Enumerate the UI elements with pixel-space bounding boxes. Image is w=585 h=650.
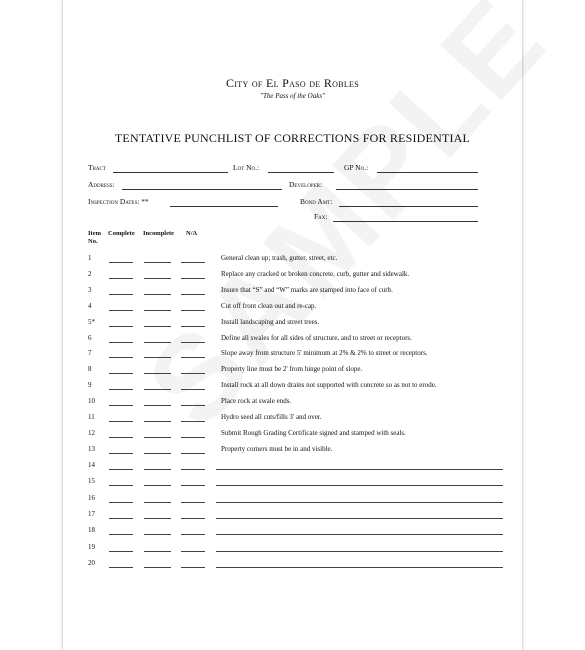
item-description: Install landscaping and street trees. bbox=[221, 318, 320, 326]
complete-blank[interactable] bbox=[109, 342, 133, 343]
incomplete-blank[interactable] bbox=[144, 405, 171, 406]
complete-blank[interactable] bbox=[109, 421, 133, 422]
item-number: 19 bbox=[88, 543, 95, 551]
item-description: Insure that “S” and “W” marks are stamped into face of curb. bbox=[221, 286, 393, 294]
na-blank[interactable] bbox=[181, 551, 205, 552]
item-description: Submit Rough Grading Certificate signed and stamped with seals. bbox=[221, 429, 406, 437]
item-number: 3 bbox=[88, 286, 92, 294]
incomplete-header: Incomplete bbox=[143, 230, 175, 237]
complete-blank[interactable] bbox=[109, 278, 133, 279]
incomplete-blank[interactable] bbox=[144, 567, 171, 568]
item-number: 20 bbox=[88, 559, 95, 567]
item-number: 16 bbox=[88, 494, 95, 502]
incomplete-blank[interactable] bbox=[144, 437, 171, 438]
developer-line[interactable] bbox=[336, 189, 478, 190]
na-blank[interactable] bbox=[181, 485, 205, 486]
incomplete-blank[interactable] bbox=[144, 518, 171, 519]
complete-blank[interactable] bbox=[109, 485, 133, 486]
incomplete-blank[interactable] bbox=[144, 310, 171, 311]
item-description: Cut off front clean out and re-cap. bbox=[221, 302, 317, 310]
na-blank[interactable] bbox=[181, 342, 205, 343]
item-number: 7 bbox=[88, 349, 92, 357]
na-header: N/A bbox=[186, 230, 198, 237]
inspection-dates-line[interactable] bbox=[170, 206, 278, 207]
item-number: 14 bbox=[88, 461, 95, 469]
item-description: General clean up; trash, gutter, street, etc. bbox=[221, 254, 338, 262]
item-number: 10 bbox=[88, 397, 95, 405]
na-blank[interactable] bbox=[181, 405, 205, 406]
na-blank[interactable] bbox=[181, 453, 205, 454]
item-number: 6 bbox=[88, 334, 92, 342]
developer-label: Developer: bbox=[289, 180, 323, 189]
fax-line[interactable] bbox=[333, 221, 478, 222]
na-blank[interactable] bbox=[181, 278, 205, 279]
bond-amt-line[interactable] bbox=[339, 206, 478, 207]
address-label: Address: bbox=[88, 180, 115, 189]
tract-label: Tract bbox=[88, 163, 106, 172]
na-blank[interactable] bbox=[181, 373, 205, 374]
incomplete-blank[interactable] bbox=[144, 502, 171, 503]
incomplete-blank[interactable] bbox=[144, 389, 171, 390]
complete-blank[interactable] bbox=[109, 310, 133, 311]
item-number: 1 bbox=[88, 254, 92, 262]
item-description: Hydro seed all cuts/fills 3' and over. bbox=[221, 413, 322, 421]
description-blank[interactable] bbox=[216, 469, 503, 470]
complete-blank[interactable] bbox=[109, 437, 133, 438]
complete-blank[interactable] bbox=[109, 502, 133, 503]
address-line[interactable] bbox=[122, 189, 282, 190]
na-blank[interactable] bbox=[181, 326, 205, 327]
item-number: 15 bbox=[88, 477, 95, 485]
na-blank[interactable] bbox=[181, 567, 205, 568]
lot-no-label: Lot No.: bbox=[233, 163, 260, 172]
lot-no-line[interactable] bbox=[268, 172, 334, 173]
complete-blank[interactable] bbox=[109, 262, 133, 263]
item-number: 13 bbox=[88, 445, 95, 453]
complete-blank[interactable] bbox=[109, 469, 133, 470]
description-blank[interactable] bbox=[216, 551, 503, 552]
incomplete-blank[interactable] bbox=[144, 373, 171, 374]
complete-blank[interactable] bbox=[109, 567, 133, 568]
complete-blank[interactable] bbox=[109, 453, 133, 454]
complete-blank[interactable] bbox=[109, 405, 133, 406]
item-description: Define all swales for all sides of structure, and to street or receptors. bbox=[221, 334, 412, 342]
item-description: Place rock at swale ends. bbox=[221, 397, 292, 405]
gp-no-line[interactable] bbox=[377, 172, 478, 173]
na-blank[interactable] bbox=[181, 421, 205, 422]
item-description: Property line must be 2' from hinge point of slope. bbox=[221, 365, 363, 373]
na-blank[interactable] bbox=[181, 357, 205, 358]
incomplete-blank[interactable] bbox=[144, 421, 171, 422]
incomplete-blank[interactable] bbox=[144, 485, 171, 486]
incomplete-blank[interactable] bbox=[144, 357, 171, 358]
incomplete-blank[interactable] bbox=[144, 278, 171, 279]
na-blank[interactable] bbox=[181, 262, 205, 263]
item-description: Slope away from structure 5' minimum at 2% & 2% to street or receptors. bbox=[221, 349, 428, 357]
na-blank[interactable] bbox=[181, 437, 205, 438]
incomplete-blank[interactable] bbox=[144, 469, 171, 470]
inspection-dates-label: Inspection Dates: ** bbox=[88, 197, 149, 206]
na-blank[interactable] bbox=[181, 294, 205, 295]
incomplete-blank[interactable] bbox=[144, 326, 171, 327]
document-title: TENTATIVE PUNCHLIST OF CORRECTIONS FOR RESIDENTIAL bbox=[114, 131, 471, 145]
incomplete-blank[interactable] bbox=[144, 342, 171, 343]
incomplete-blank[interactable] bbox=[144, 551, 171, 552]
na-blank[interactable] bbox=[181, 469, 205, 470]
item-number: 5* bbox=[88, 318, 95, 326]
na-blank[interactable] bbox=[181, 518, 205, 519]
complete-blank[interactable] bbox=[109, 373, 133, 374]
item-description: Property corners must be in and visible. bbox=[221, 445, 333, 453]
item-no-header: Item No. bbox=[88, 230, 101, 245]
description-blank[interactable] bbox=[216, 534, 503, 535]
na-blank[interactable] bbox=[181, 310, 205, 311]
na-blank[interactable] bbox=[181, 534, 205, 535]
bond-amt-label: Bond Amt: bbox=[300, 197, 333, 206]
item-number: 2 bbox=[88, 270, 92, 278]
description-blank[interactable] bbox=[216, 518, 503, 519]
na-blank[interactable] bbox=[181, 502, 205, 503]
item-number: 9 bbox=[88, 381, 92, 389]
complete-blank[interactable] bbox=[109, 357, 133, 358]
item-number: 11 bbox=[88, 413, 95, 421]
city-motto: "The Pass of the Oaks" bbox=[260, 92, 325, 100]
tract-line[interactable] bbox=[113, 172, 228, 173]
complete-blank[interactable] bbox=[109, 294, 133, 295]
description-blank[interactable] bbox=[216, 502, 503, 503]
item-description: Replace any cracked or broken concrete, curb, gutter and sidewalk. bbox=[221, 270, 410, 278]
item-number: 18 bbox=[88, 526, 95, 534]
complete-header: Complete bbox=[108, 230, 135, 237]
incomplete-blank[interactable] bbox=[144, 453, 171, 454]
item-number: 8 bbox=[88, 365, 92, 373]
item-number: 4 bbox=[88, 302, 92, 310]
incomplete-blank[interactable] bbox=[144, 294, 171, 295]
complete-blank[interactable] bbox=[109, 534, 133, 535]
item-number: 17 bbox=[88, 510, 95, 518]
complete-blank[interactable] bbox=[109, 518, 133, 519]
item-number: 12 bbox=[88, 429, 95, 437]
description-blank[interactable] bbox=[216, 485, 503, 486]
na-blank[interactable] bbox=[181, 389, 205, 390]
complete-blank[interactable] bbox=[109, 551, 133, 552]
incomplete-blank[interactable] bbox=[144, 262, 171, 263]
fax-label: Fax: bbox=[314, 212, 328, 221]
city-name: City of El Paso de Robles bbox=[226, 76, 359, 90]
incomplete-blank[interactable] bbox=[144, 534, 171, 535]
complete-blank[interactable] bbox=[109, 389, 133, 390]
gp-no-label: GP No.: bbox=[344, 163, 369, 172]
description-blank[interactable] bbox=[216, 567, 503, 568]
complete-blank[interactable] bbox=[109, 326, 133, 327]
item-description: Install rock at all down drains not supported with concrete so as not to erode. bbox=[221, 381, 437, 389]
